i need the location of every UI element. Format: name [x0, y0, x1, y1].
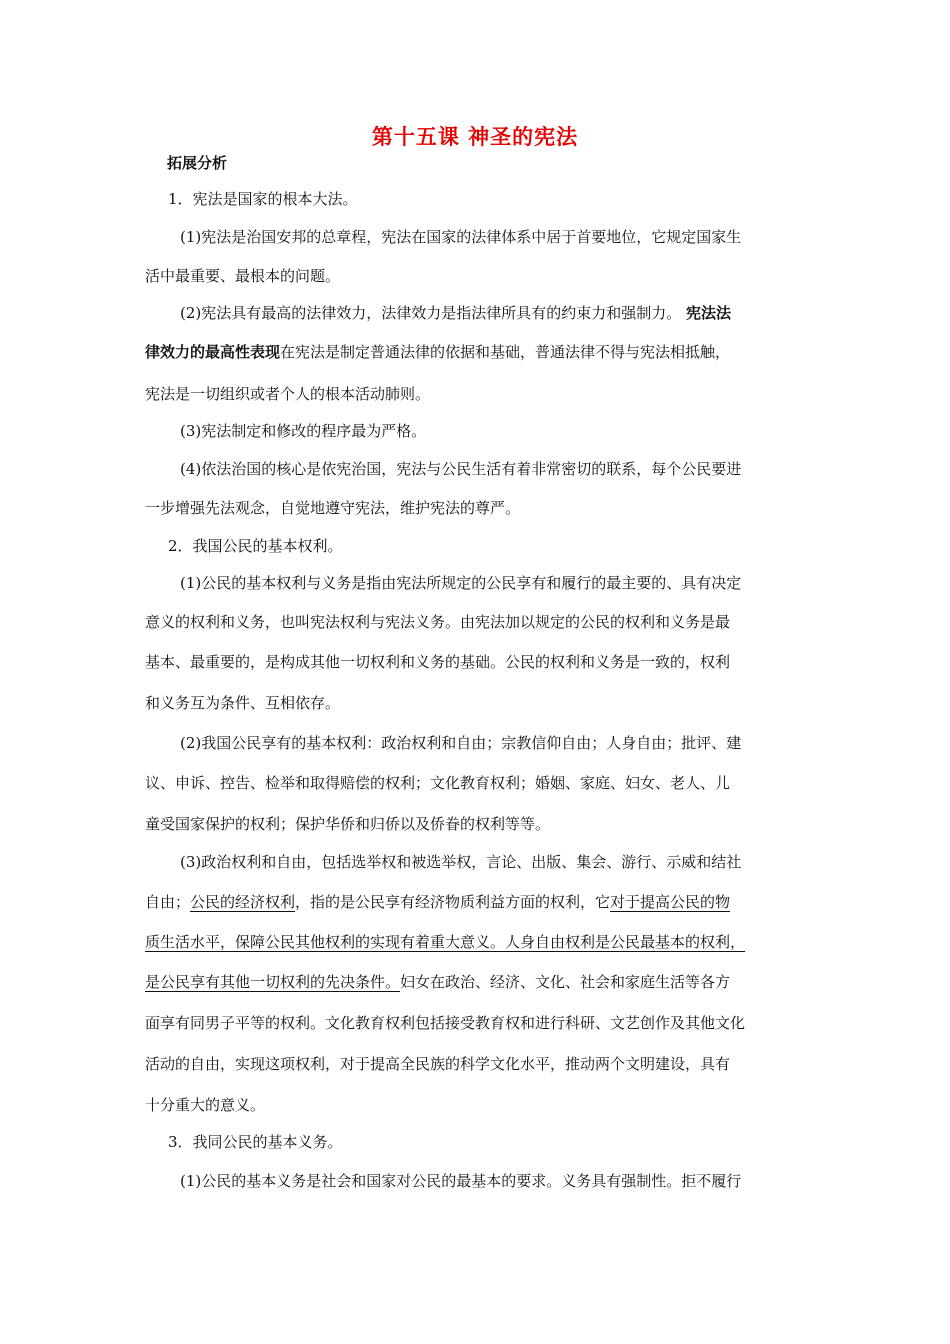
paragraph-line: (3)政治权利和自由，包括选举权和被选举权，言论、出版、集会、游行、示威和结社	[180, 853, 742, 871]
paragraph-line: 意义的权利和义务，也叫宪法权利与宪法义务。由宪法加以规定的公民的权利和义务是最	[145, 613, 731, 631]
paragraph-line: 基本、最重要的，是构成其他一切权利和义务的基础。公民的权利和义务是一致的，权利	[145, 653, 731, 671]
underlined-text: 对于提高公民的物	[610, 893, 731, 911]
paragraph-line: 议、申诉、控告、检举和取得赔偿的权利；文化教育权利；婚姻、家庭、妇女、老人、儿	[145, 774, 731, 792]
paragraph-line	[145, 972, 815, 992]
paragraph-line: (3)宪法制定和修改的程序最为严格。	[180, 422, 427, 440]
paragraph-line	[145, 892, 815, 912]
paragraph-line: 和义务互为条件、互相依存。	[145, 694, 341, 712]
underlined-line: 质生活水平，保障公民其他权利的实现有着重大意义。人身自由权利是公民最基本的权利，	[145, 933, 746, 951]
section-heading: 拓展分析	[167, 154, 228, 172]
bold-text: 律效力的最高性表现	[145, 343, 281, 361]
paragraph-line: (1)公民的基本义务是社会和国家对公民的最基本的要求。义务具有强制性。拒不履行	[180, 1172, 742, 1190]
paragraph-line	[145, 342, 815, 362]
paragraph-line: (1)公民的基本权利与义务是指由宪法所规定的公民享有和履行的最主要的、具有决定	[180, 574, 742, 592]
paragraph-text: 在宪法是制定普通法律的依据和基础，普通法律不得与宪法相抵触，	[280, 343, 731, 361]
underlined-text: 公民的经济权利	[190, 893, 296, 911]
paragraph-line: (4)依法治国的核心是依宪治国，宪法与公民生活有着非常密切的联系，每个公民要进	[180, 460, 742, 478]
paragraph-text: (2)宪法具有最高的法律效力，法律效力是指法律所具有的约束力和强制力。	[180, 304, 682, 322]
point-2-heading: 2．我国公民的基本权利。	[168, 537, 343, 555]
point-1-heading: 1．宪法是国家的根本大法。	[168, 190, 358, 208]
paragraph-line: 宪法是一切组织或者个人的根本活动肺则。	[145, 385, 431, 403]
paragraph-line: (1)宪法是治国安邦的总章程，宪法在国家的法律体系中居于首要地位，它规定国家生	[180, 228, 742, 246]
paragraph-line: (2)我国公民享有的基本权利：政治权利和自由；宗教信仰自由；人身自由；批评、建	[180, 734, 742, 752]
paragraph-line: 十分重大的意义。	[145, 1096, 266, 1114]
point-3-heading: 3．我同公民的基本义务。	[168, 1133, 343, 1151]
underlined-text: 是公民享有其他一切权利的先决条件。	[145, 973, 401, 991]
paragraph-line: 童受国家保护的权利；保护华侨和归侨以及侨眷的权利等等。	[145, 815, 551, 833]
paragraph-line: 面享有同男子平等的权利。文化教育权利包括接受教育权和进行科研、文艺创作及其他文化	[145, 1014, 746, 1032]
paragraph-line	[180, 303, 850, 323]
paragraph-line: 活动的自由，实现这项权利，对于提高全民族的科学文化水平，推动两个文明建设，具有	[145, 1055, 731, 1073]
paragraph-text: 自由；	[145, 893, 191, 911]
page-title: 第十五课 神圣的宪法	[371, 125, 579, 149]
paragraph-text: 妇女在政治、经济、文化、社会和家庭生活等各方	[400, 973, 731, 991]
paragraph-text: ，指的是公民享有经济物质利益方面的权利，它	[295, 893, 611, 911]
paragraph-line: 一步增强先法观念，自觉地遵守宪法，维护宪法的尊严。	[145, 499, 521, 517]
bold-text: 宪法法	[686, 304, 732, 322]
paragraph-line: 活中最重要、最根本的问题。	[145, 267, 341, 285]
